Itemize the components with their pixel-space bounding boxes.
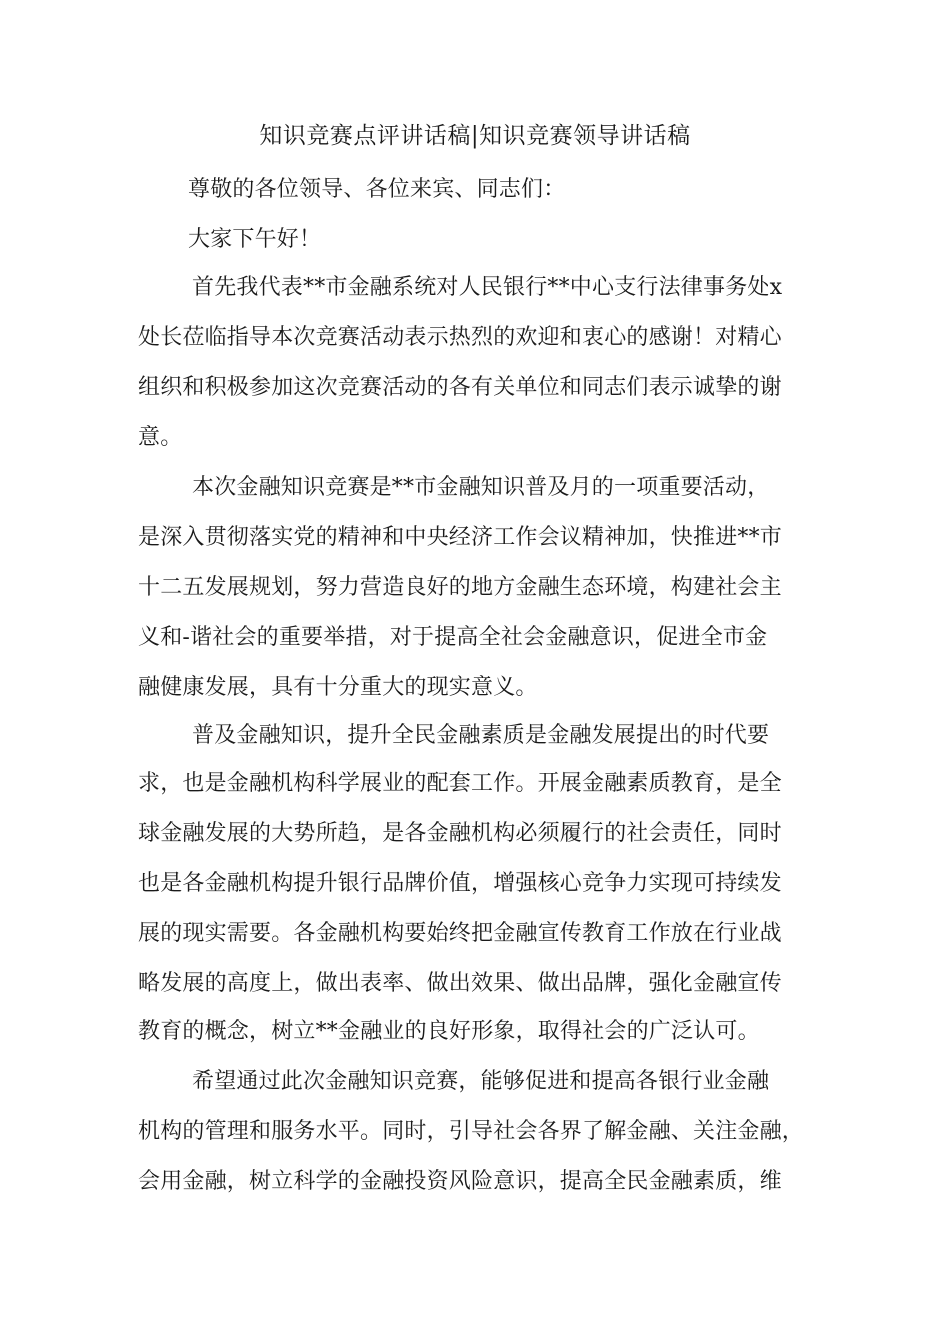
paragraph-line: 意。 — [138, 425, 183, 450]
paragraph-line: 球金融发展的大势所趋，是各金融机构必须履行的社会责任，同时 — [138, 821, 782, 846]
paragraph-line: 教育的概念，树立**金融业的良好形象，取得社会的广泛认可。 — [138, 1019, 760, 1044]
paragraph-line: 处长莅临指导本次竞赛活动表示热烈的欢迎和衷心的感谢！对精心 — [138, 325, 782, 350]
paragraph-line: 首先我代表**市金融系统对人民银行**中心支行法律事务处x — [192, 275, 783, 300]
paragraph-line: 也是各金融机构提升银行品牌价值，增强核心竞争力实现可持续发 — [138, 871, 782, 896]
paragraph-line: 十二五发展规划，努力营造良好的地方金融生态环境，构建社会主 — [138, 575, 782, 600]
paragraph-line: 希望通过此次金融知识竞赛，能够促进和提高各银行业金融 — [192, 1069, 770, 1094]
greeting-line: 尊敬的各位领导、各位来宾、同志们： — [188, 177, 566, 202]
paragraph-line: 融健康发展，具有十分重大的现实意义。 — [138, 675, 538, 700]
paragraph-line: 会用金融，树立科学的金融投资风险意识，提高全民金融素质，维 — [138, 1169, 782, 1194]
paragraph-line: 义和-谐社会的重要举措，对于提高全社会金融意识，促进全市金 — [138, 625, 768, 650]
paragraph-line: 机构的管理和服务水平。同时，引导社会各界了解金融、关注金融， — [138, 1119, 805, 1144]
paragraph-line: 组织和积极参加这次竞赛活动的各有关单位和同志们表示诚挚的谢 — [138, 375, 782, 400]
paragraph-line: 求，也是金融机构科学展业的配套工作。开展金融素质教育，是全 — [138, 771, 782, 796]
paragraph-line: 普及金融知识，提升全民金融素质是金融发展提出的时代要 — [192, 723, 770, 748]
paragraph-line: 是深入贯彻落实党的精神和中央经济工作会议精神加，快推进**市 — [138, 525, 783, 550]
paragraph-line: 展的现实需要。各金融机构要始终把金融宣传教育工作放在行业战 — [138, 921, 782, 946]
paragraph-line: 本次金融知识竞赛是**市金融知识普及月的一项重要活动， — [192, 475, 770, 500]
document-title: 知识竞赛点评讲话稿|知识竞赛领导讲话稿 — [259, 123, 691, 149]
paragraph-line: 略发展的高度上，做出表率、做出效果、做出品牌，强化金融宣传 — [138, 971, 782, 996]
greeting-line: 大家下午好！ — [188, 227, 322, 252]
